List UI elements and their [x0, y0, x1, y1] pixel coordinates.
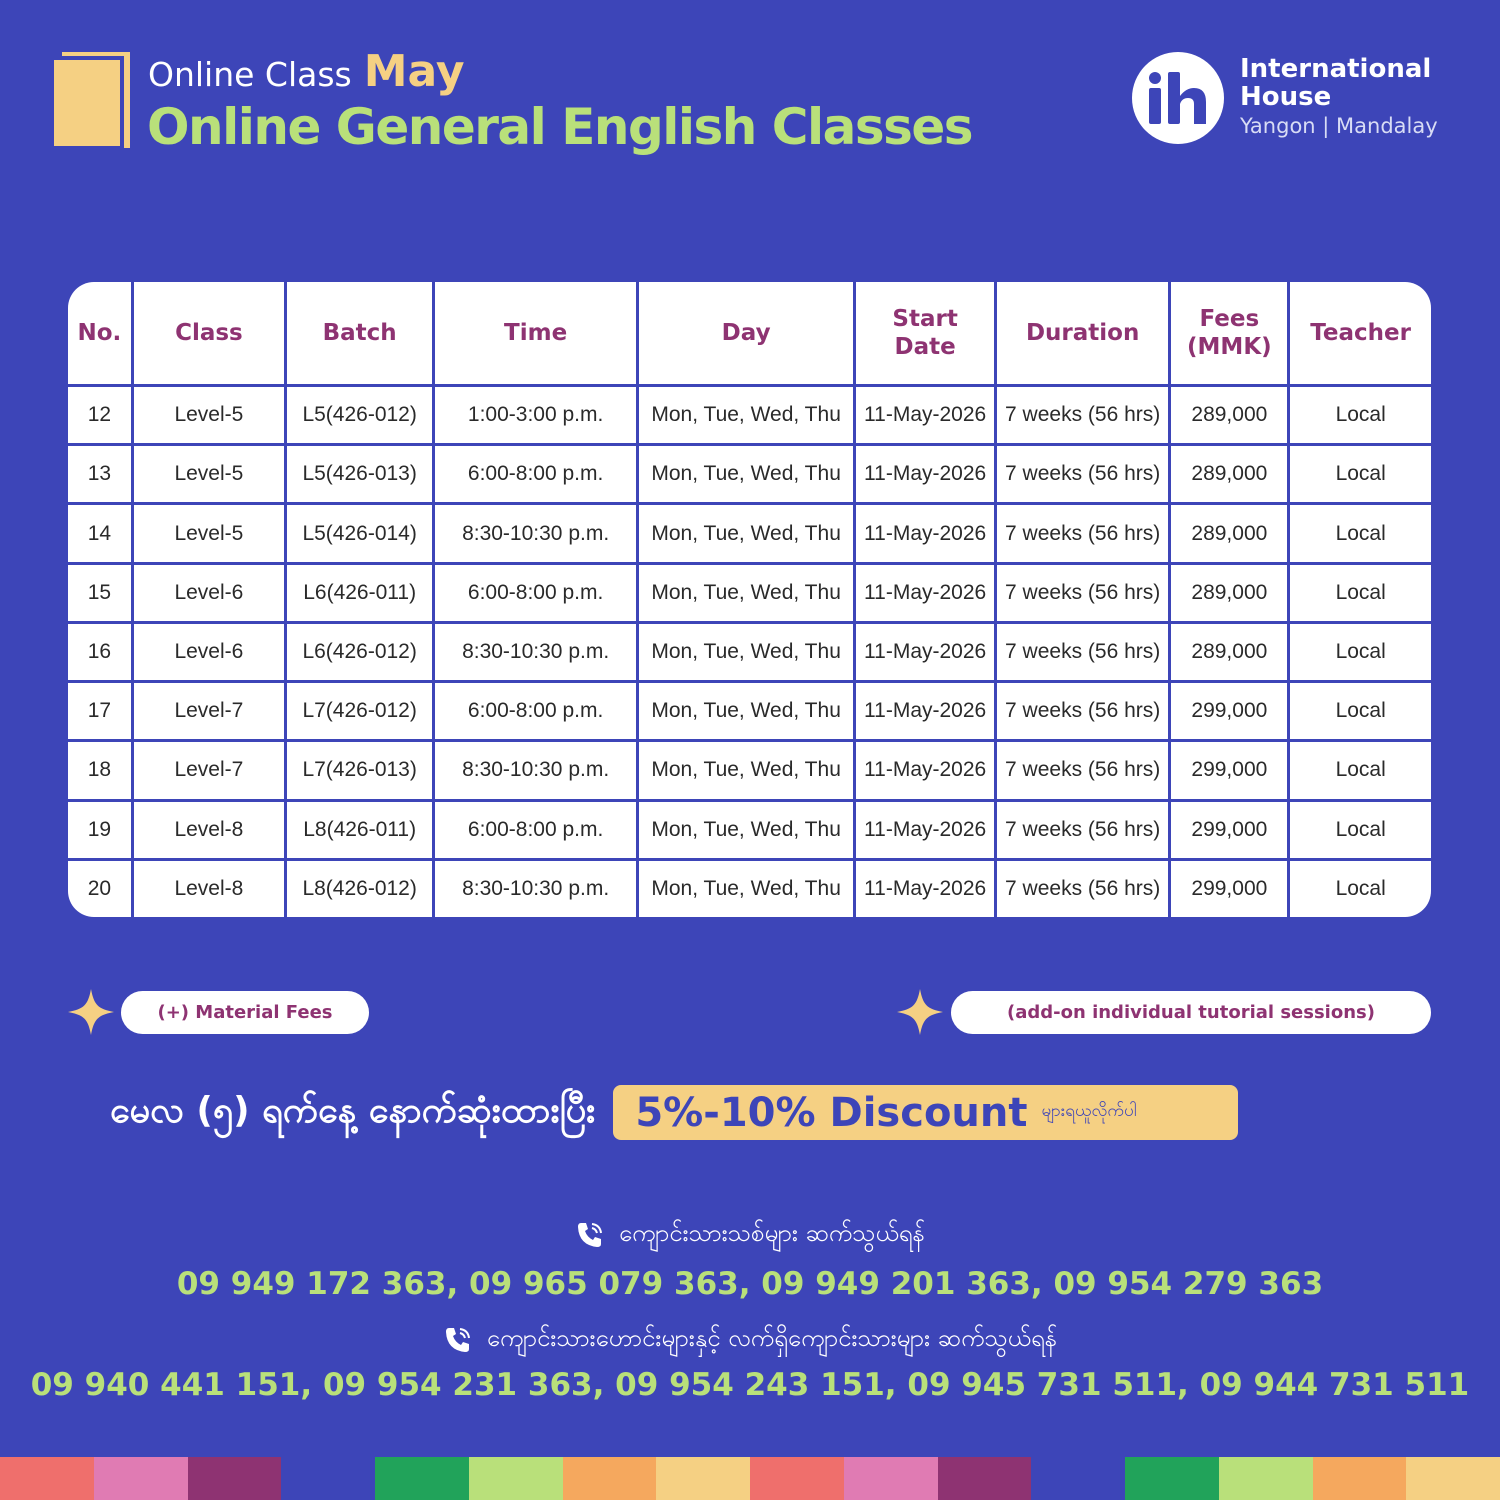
table-row [68, 387, 1431, 443]
current-students-phones[interactable]: 09 940 441 151, 09 954 231 363, 09 954 243 151, 09 945 731 511, 09 944 731 511 [30, 1367, 1470, 1403]
discount-highlight: 5%-10% Discount [635, 1089, 1028, 1136]
discount-row [110, 1085, 1238, 1140]
color-stripe [0, 1457, 1500, 1500]
cell-batch: L5(426-013) [287, 446, 432, 502]
tutorial-note: (add-on individual tutorial sessions) [951, 991, 1431, 1034]
table-row [68, 802, 1431, 858]
cell-duration: 7 weeks (56 hrs) [997, 624, 1168, 680]
logo [1132, 52, 1438, 144]
material-fees-note: (+) Material Fees [121, 991, 369, 1034]
stripe-segment [844, 1457, 938, 1500]
cell-teacher: Local [1290, 446, 1431, 502]
stripe-segment [281, 1457, 375, 1500]
cell-class: Level-5 [134, 505, 284, 561]
cell-time: 8:30-10:30 p.m. [435, 861, 636, 917]
current-students-label-text: ကျောင်းသားဟောင်းများနှင့် လက်ရှိကျောင်းသားများ ဆက်သွယ်ရန် [486, 1324, 1058, 1352]
table-row [68, 861, 1431, 917]
cell-start-date: 11-May-2026 [856, 742, 994, 798]
stripe-segment [188, 1457, 282, 1500]
cell-fees: 289,000 [1171, 565, 1287, 621]
cell-start-date: 11-May-2026 [856, 624, 994, 680]
cell-duration: 7 weeks (56 hrs) [997, 565, 1168, 621]
cell-class: Level-7 [134, 683, 284, 739]
logo-line-2: House [1240, 82, 1332, 112]
cell-no: 12 [68, 387, 131, 443]
discount-deadline-text: မေလ (၅) ရက်နေ့ နောက်ဆုံးထားပြီး [110, 1089, 596, 1131]
cell-no: 13 [68, 446, 131, 502]
cell-teacher: Local [1290, 505, 1431, 561]
table-row [68, 683, 1431, 739]
header-time: Time [435, 282, 636, 384]
cell-class: Level-6 [134, 565, 284, 621]
cell-day: Mon, Tue, Wed, Thu [639, 624, 853, 680]
cell-time: 6:00-8:00 p.m. [435, 565, 636, 621]
header-subtitle: Online Class [148, 55, 352, 94]
cell-time: 8:30-10:30 p.m. [435, 742, 636, 798]
schedule-table [68, 282, 1431, 917]
cell-time: 6:00-8:00 p.m. [435, 446, 636, 502]
logo-text [1240, 55, 1438, 141]
cell-fees: 299,000 [1171, 742, 1287, 798]
cell-duration: 7 weeks (56 hrs) [997, 446, 1168, 502]
logo-line-1: International [1240, 54, 1432, 84]
cell-day: Mon, Tue, Wed, Thu [639, 565, 853, 621]
ih-logo-icon [1146, 70, 1210, 126]
cell-class: Level-5 [134, 446, 284, 502]
cell-class: Level-6 [134, 624, 284, 680]
stripe-segment [750, 1457, 844, 1500]
header-teacher: Teacher [1290, 282, 1431, 384]
cell-fees: 299,000 [1171, 802, 1287, 858]
cell-class: Level-7 [134, 742, 284, 798]
stripe-segment [0, 1457, 94, 1500]
cell-time: 8:30-10:30 p.m. [435, 505, 636, 561]
discount-suffix: များရယူလိုက်ပါ [1041, 1101, 1137, 1121]
table-row [68, 624, 1431, 680]
cell-batch: L5(426-014) [287, 505, 432, 561]
cell-start-date: 11-May-2026 [856, 387, 994, 443]
cell-batch: L6(426-011) [287, 565, 432, 621]
cell-duration: 7 weeks (56 hrs) [997, 802, 1168, 858]
header-day: Day [639, 282, 853, 384]
stripe-segment [1125, 1457, 1219, 1500]
cell-day: Mon, Tue, Wed, Thu [639, 505, 853, 561]
cell-duration: 7 weeks (56 hrs) [997, 742, 1168, 798]
table-header-row [68, 282, 1431, 384]
cell-teacher: Local [1290, 802, 1431, 858]
cell-teacher: Local [1290, 387, 1431, 443]
phone-icon [575, 1220, 605, 1250]
cell-day: Mon, Tue, Wed, Thu [639, 683, 853, 739]
cell-no: 14 [68, 505, 131, 561]
cell-no: 15 [68, 565, 131, 621]
header-month: May [363, 46, 465, 97]
cell-teacher: Local [1290, 624, 1431, 680]
cell-duration: 7 weeks (56 hrs) [997, 387, 1168, 443]
cell-teacher: Local [1290, 861, 1431, 917]
header-subtitle-row [148, 46, 465, 97]
cell-time: 6:00-8:00 p.m. [435, 683, 636, 739]
cell-fees: 299,000 [1171, 861, 1287, 917]
cell-batch: L8(426-011) [287, 802, 432, 858]
stripe-segment [1406, 1457, 1500, 1500]
cell-batch: L7(426-013) [287, 742, 432, 798]
cell-class: Level-5 [134, 387, 284, 443]
cell-start-date: 11-May-2026 [856, 861, 994, 917]
book-icon [52, 52, 130, 148]
header-no: No. [68, 282, 131, 384]
cell-fees: 289,000 [1171, 624, 1287, 680]
phone-icon [443, 1325, 473, 1355]
cell-fees: 299,000 [1171, 683, 1287, 739]
table-row [68, 565, 1431, 621]
cell-class: Level-8 [134, 861, 284, 917]
table-row [68, 742, 1431, 798]
cell-day: Mon, Tue, Wed, Thu [639, 861, 853, 917]
stripe-segment [375, 1457, 469, 1500]
stripe-segment [1031, 1457, 1125, 1500]
stripe-segment [563, 1457, 657, 1500]
cell-day: Mon, Tue, Wed, Thu [639, 742, 853, 798]
cell-start-date: 11-May-2026 [856, 683, 994, 739]
cell-no: 20 [68, 861, 131, 917]
cell-fees: 289,000 [1171, 387, 1287, 443]
cell-start-date: 11-May-2026 [856, 505, 994, 561]
cell-time: 8:30-10:30 p.m. [435, 624, 636, 680]
current-students-contact-label [0, 1322, 1500, 1358]
sparkle-icon [897, 989, 943, 1035]
cell-no: 18 [68, 742, 131, 798]
new-students-label-text: ကျောင်းသားသစ်များ ဆက်သွယ်ရန် [619, 1219, 925, 1247]
header-duration: Duration [997, 282, 1168, 384]
new-students-contact-label [0, 1217, 1500, 1253]
table-row [68, 446, 1431, 502]
cell-duration: 7 weeks (56 hrs) [997, 505, 1168, 561]
cell-time: 6:00-8:00 p.m. [435, 802, 636, 858]
stripe-segment [938, 1457, 1032, 1500]
cell-start-date: 11-May-2026 [856, 565, 994, 621]
cell-teacher: Local [1290, 683, 1431, 739]
cell-batch: L8(426-012) [287, 861, 432, 917]
cell-teacher: Local [1290, 565, 1431, 621]
cell-duration: 7 weeks (56 hrs) [997, 683, 1168, 739]
cell-fees: 289,000 [1171, 505, 1287, 561]
stripe-segment [94, 1457, 188, 1500]
cell-start-date: 11-May-2026 [856, 446, 994, 502]
stripe-segment [656, 1457, 750, 1500]
stripe-segment [1313, 1457, 1407, 1500]
cell-batch: L7(426-012) [287, 683, 432, 739]
new-students-phones[interactable]: 09 949 172 363, 09 965 079 363, 09 949 201 363, 09 954 279 363 [176, 1266, 1324, 1302]
cell-batch: L6(426-012) [287, 624, 432, 680]
cell-no: 16 [68, 624, 131, 680]
cell-no: 17 [68, 683, 131, 739]
header-start-date: Start Date [856, 282, 994, 384]
cell-teacher: Local [1290, 742, 1431, 798]
cell-day: Mon, Tue, Wed, Thu [639, 387, 853, 443]
header-class: Class [134, 282, 284, 384]
header-batch: Batch [287, 282, 432, 384]
cell-day: Mon, Tue, Wed, Thu [639, 802, 853, 858]
page-title: Online General English Classes [147, 98, 973, 156]
logo-mark [1132, 52, 1224, 144]
cell-day: Mon, Tue, Wed, Thu [639, 446, 853, 502]
table-row [68, 505, 1431, 561]
discount-badge [613, 1085, 1238, 1140]
logo-line-3: Yangon | Mandalay [1240, 114, 1438, 138]
cell-no: 19 [68, 802, 131, 858]
cell-time: 1:00-3:00 p.m. [435, 387, 636, 443]
stripe-segment [469, 1457, 563, 1500]
sparkle-icon [68, 989, 114, 1035]
cell-fees: 289,000 [1171, 446, 1287, 502]
cell-batch: L5(426-012) [287, 387, 432, 443]
cell-duration: 7 weeks (56 hrs) [997, 861, 1168, 917]
cell-start-date: 11-May-2026 [856, 802, 994, 858]
cell-class: Level-8 [134, 802, 284, 858]
header-fees: Fees (MMK) [1171, 282, 1287, 384]
stripe-segment [1219, 1457, 1313, 1500]
